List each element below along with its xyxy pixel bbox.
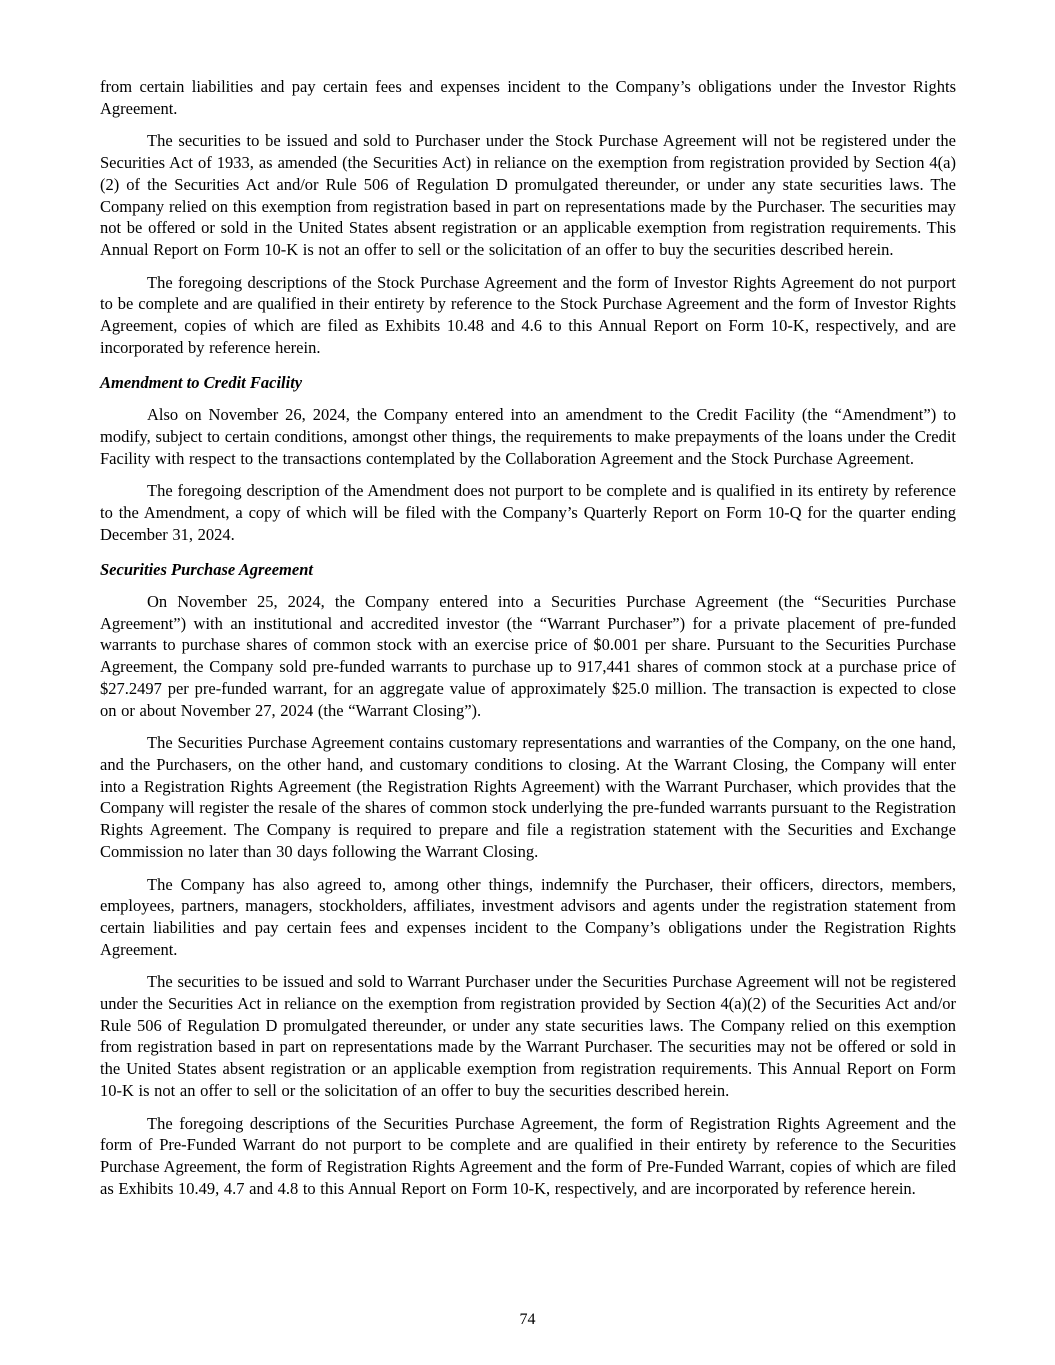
section-heading-securities-purchase-agreement: Securities Purchase Agreement xyxy=(100,560,313,580)
paragraph-investor-rights-continuation: from certain liabilities and pay certain fees and expenses incident to the Company’s obligations under the Investor Rights Agreement. xyxy=(100,77,956,118)
paragraph-indemnification: The Company has also agreed to, among other things, indemnify the Purchaser, their officers, directors, members, employees, partners, managers, stockholders, affiliates, investment advisors and agents under the registration statement from certain liabilities and pay certain fees and expenses incident to the Company’s obligations under the Registration Rights Agreement. xyxy=(100,874,956,959)
paragraph-foregoing-securities-purchase-descriptions: The foregoing descriptions of the Securities Purchase Agreement, the form of Registration Rights Agreement and the form of Pre-Funded Warrant do not purport to be complete and are qualified in their entirety by reference to the Securities Purchase Agreement, the form of Registration Rights Agreement and the form of Pre-Funded Warrant, copies of which are filed as Exhibits 10.49, 4.7 and 4.8 to this Annual Report on Form 10-K, respectively, and are incorporated by reference herein. xyxy=(100,1113,956,1198)
paragraph-representations-warranties: The Securities Purchase Agreement contains customary representations and warranties of the Company, on the one hand, and the Purchasers, on the other hand, and customary conditions to closing. At the Warrant Closing, the Company will enter into a Registration Rights Agreement (the Registration Rights Agreement) with the Warrant Purchaser, which provides that the Company will register the resale of the shares of common stock underlying the pre-funded warrants pursuant to the Registration Rights Agreement. The Company is required to prepare and file a registration statement with the Securities and Exchange Commission no later than 30 days following the Warrant Closing. xyxy=(100,733,956,861)
page-number: 74 xyxy=(519,1311,536,1328)
paragraph-foregoing-amendment-description: The foregoing description of the Amendment does not purport to be complete and is qualified in its entirety by reference to the Amendment, a copy of which will be filed with the Company’s Quarterly Report on Form 10-Q for the quarter ending December 31, 2024. xyxy=(100,481,956,544)
document-content xyxy=(100,76,956,1210)
paragraph-foregoing-stock-purchase-descriptions: The foregoing descriptions of the Stock Purchase Agreement and the form of Investor Rights Agreement do not purport to be complete and are qualified in their entirety by reference to the Stock Purchase Agreement and the form of Investor Rights Agreement, copies of which are filed as Exhibits 10.48 and 4.6 to this Annual Report on Form 10-K, respectively, and are incorporated by reference herein. xyxy=(100,272,956,357)
paragraph-securities-purchase-agreement-terms: On November 25, 2024, the Company entered into a Securities Purchase Agreement (the “Securities Purchase Agreement”) with an institutional and accredited investor (the “Warrant Purchaser”) for a private placement of pre-funded warrants to purchase shares of common stock with an exercise price of $0.001 per share. Pursuant to the Securities Purchase Agreement, the Company sold pre-funded warrants to purchase up to 917,441 shares of common stock at a purchase price of $27.2497 per pre-funded warrant, for an aggregate value of approximately $25.0 million. The transaction is expected to close on or about November 27, 2024 (the “Warrant Closing”). xyxy=(100,592,956,720)
paragraph-securities-not-registered-warrant-purchaser: The securities to be issued and sold to Warrant Purchaser under the Securities Purchase Agreement will not be registered under the Securities Act in reliance on the exemption from registration provided by Section 4(a)(2) of the Securities Act and/or Rule 506 of Regulation D promulgated thereunder, or under any state securities laws. The Company relied on this exemption from registration based in part on representations made by the Warrant Purchaser. The securities may not be offered or sold in the United States absent registration or an applicable exemption from registration requirements. This Annual Report on Form 10-K is not an offer to sell or the solicitation of an offer to buy the securities described herein. xyxy=(100,972,956,1100)
paragraph-credit-facility-amendment: Also on November 26, 2024, the Company entered into an amendment to the Credit Facility (the “Amendment”) to modify, subject to certain conditions, amongst other things, the requirements to make prepayments of the loans under the Credit Facility with respect to the transactions contemplated by the Collaboration Agreement and the Stock Purchase Agreement. xyxy=(100,405,956,468)
section-heading-amendment-to-credit-facility: Amendment to Credit Facility xyxy=(100,373,303,393)
paragraph-securities-not-registered-purchaser: The securities to be issued and sold to Purchaser under the Stock Purchase Agreement will not be registered under the Securities Act of 1933, as amended (the Securities Act) in reliance on the exemption from registration provided by Section 4(a)(2) of the Securities Act and/or Rule 506 of Regulation D promulgated thereunder, or under any state securities laws. The Company relied on this exemption from registration based in part on representations made by the Purchaser. The securities may not be offered or sold in the United States absent registration or an applicable exemption from registration requirements. This Annual Report on Form 10-K is not an offer to sell or the solicitation of an offer to buy the securities described herein. xyxy=(100,131,956,259)
